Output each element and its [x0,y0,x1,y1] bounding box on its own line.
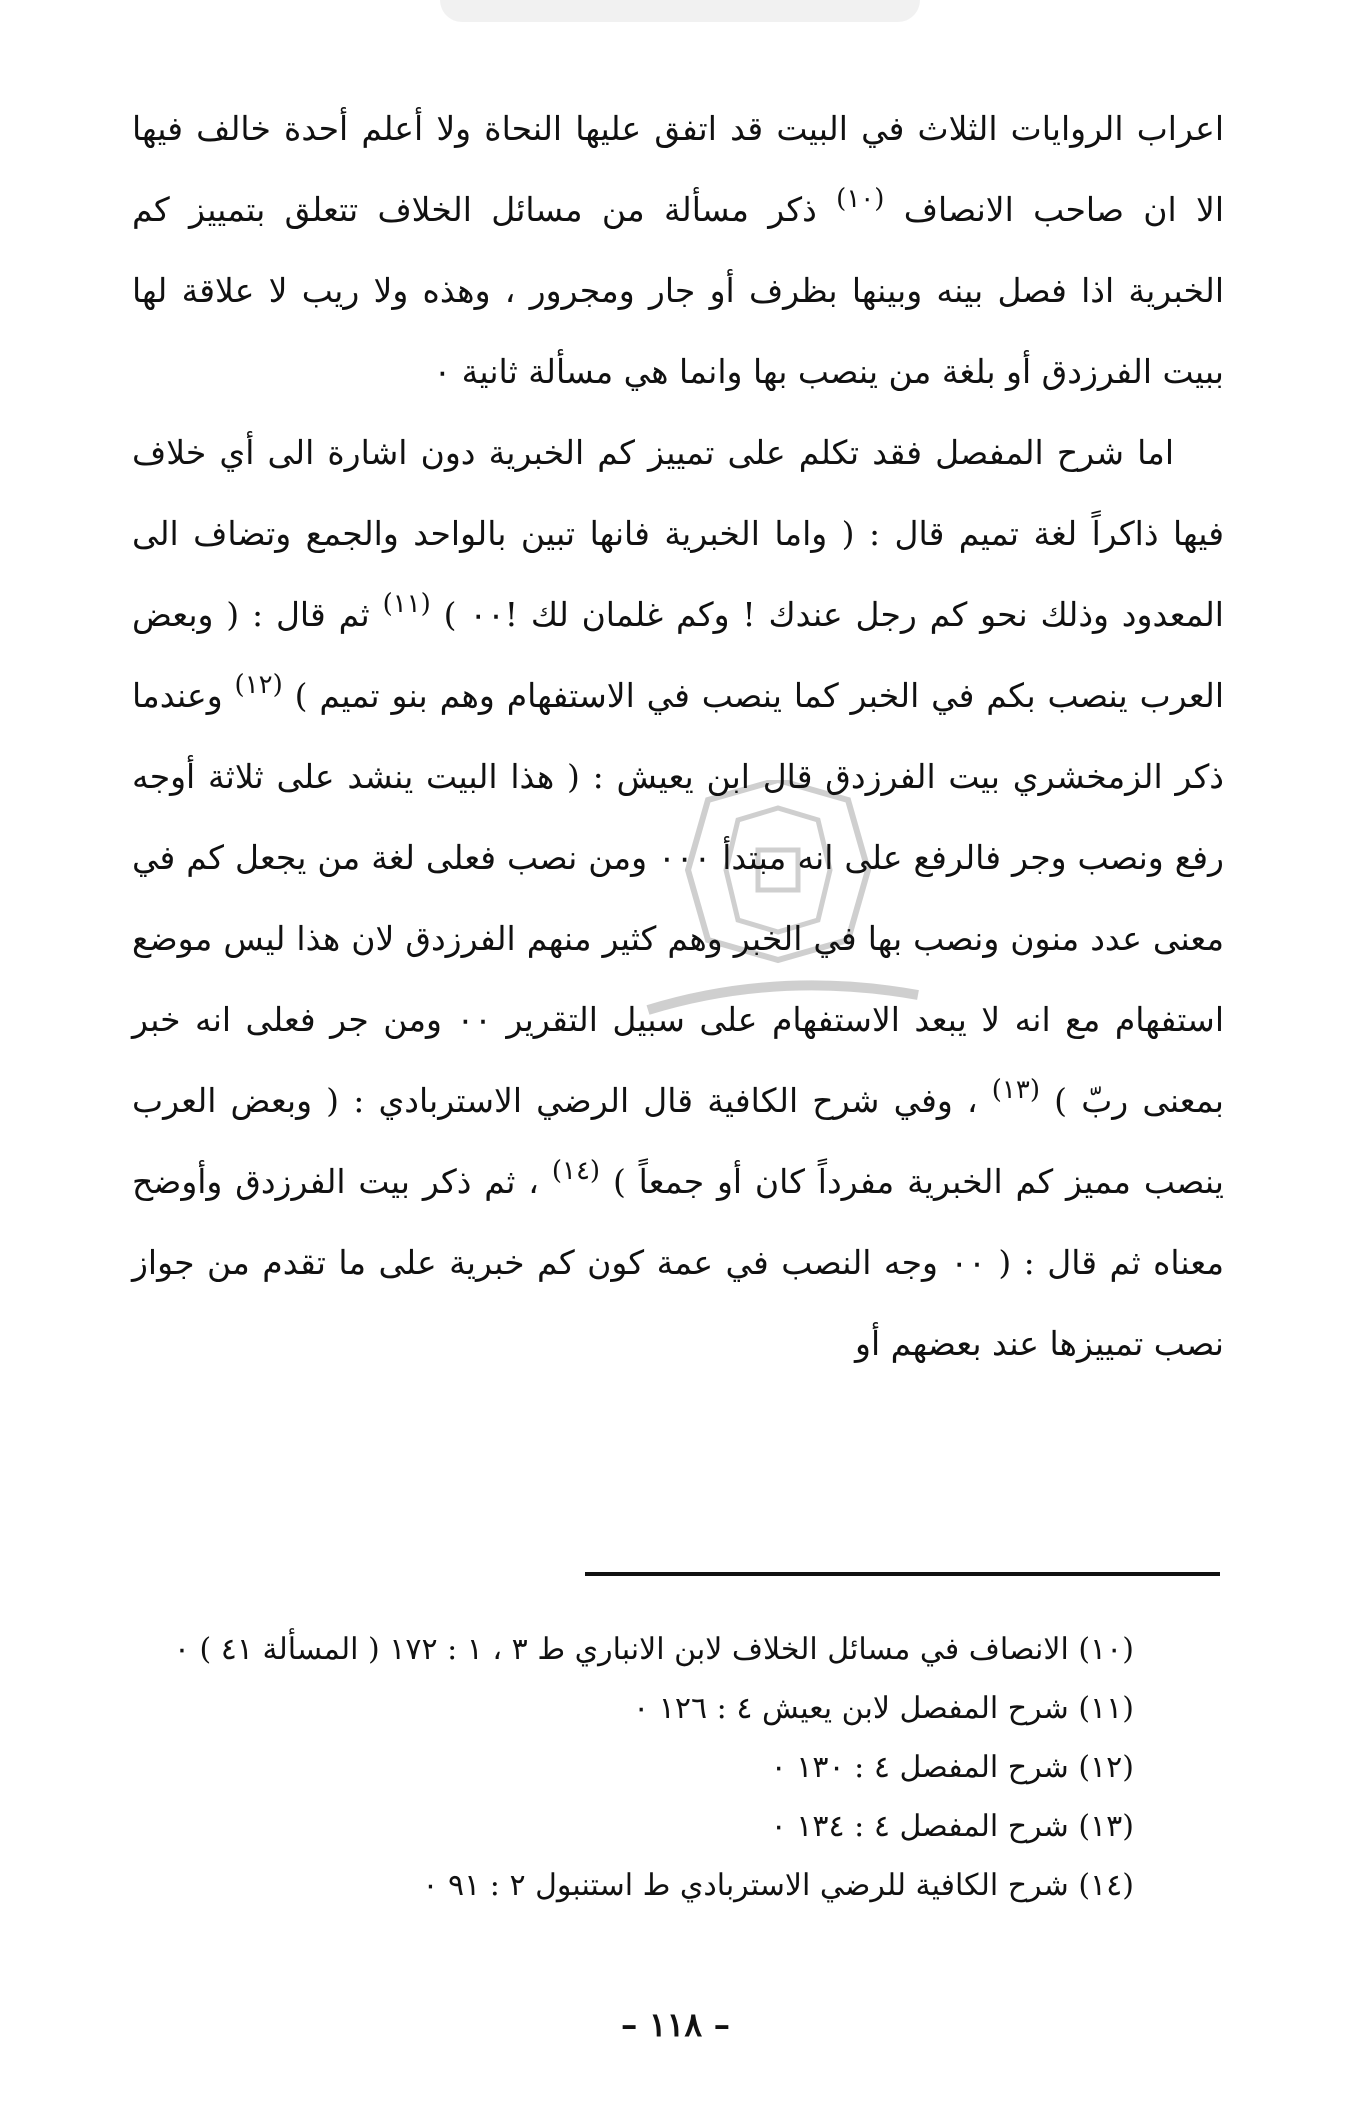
footnote-ref-12: (١٢) [234,670,283,700]
paragraph-1: اعراب الروايات الثلاث في البيت قد اتفق عليها النحاة ولا أعلم أحدة خالف فيها الا ان صاحب الانصاف $^{(١٠)}$ ذكر مسألة من مسائل الخلاف تتعلق بتمييز كم الخبرية اذا فصل بينه وبينها بظرف أو جار ومجرور ، وهذه ولا ريب لا علاقة لها ببيت الفرزدق أو بلغة من ينصب بها وانما هي مسألة ثانية ٠ [132,109,1225,391]
scan-edge-tab [440,0,920,22]
footnote-10: (١٠) الانصاف في مسائل الخلاف لابن الانباري ط ٣ ، ١ : ١٧٢ ( المسألة ٤١ ) ٠ [173,1632,1134,1667]
footnote-ref-14: (١٤) [551,1156,601,1186]
footnote-ref-13: (١٣) [991,1075,1041,1105]
footnote-14: (١٤) شرح الكافية للرضي الاستربادي ط استنبول ٢ : ٩١ ٠ [422,1868,1134,1903]
footnote-ref-10: (١٠) [836,184,885,214]
page-number: – ١١٨ – [620,2005,731,2044]
paragraph-2: اما شرح المفصل فقد تكلم على تمييز كم الخبرية دون اشارة الى أي خلاف فيها ذاكراً لغة تميم قال : ( واما الخبرية فانها تبين بالواحد والجمع وتضاف الى المعدود وذلك نحو كم رجل عندك ! وكم غلمان لك !٠٠ ) $^{(١١)}$ ثم قال : ( وبعض العرب ينصب بكم في الخبر كما ينصب في الاستفهام وهم بنو تميم ) $^{(١٢)}$ وعندما ذكر الزمخشري بيت الفرزدق قال ابن يعيش : ( هذا البيت ينشد على ثلاثة أوجه رفع ونصب وجر فالرفع على انه مبتدأ ٠٠٠ ومن نصب فعلى لغة من يجعل كم في معنى عدد منون ونصب بها في الخبر وهم كثير منهم الفرزدق لان هذا ليس موضع استفهام مع انه لا يبعد الاستفهام على سبيل التقرير ٠٠ ومن جر فعلى انه خبر بمعنى ربّ ) $^{(١٣)}$ ، وفي شرح الكافية قال الرضي الاستربادي : ( وبعض العرب ينصب مميز كم الخبرية مفرداً كان أو جمعاً ) $^{(١٤)}$ ، ثم ذكر بيت الفرزدق وأوضح معناه ثم قال : ( ٠٠ وجه النصب في عمة كون كم خبرية على ما تقدم من جواز نصب تمييزها عند بعضهم أو [132,433,1224,1363]
footnote-11: (١١) شرح المفصل لابن يعيش ٤ : ١٢٦ ٠ [633,1691,1134,1726]
footnote-12: (١٢) شرح المفصل ٤ : ١٣٠ ٠ [770,1750,1134,1785]
footnote-ref-11: (١١) [382,589,431,619]
footnotes [132,1620,1224,1915]
main-text [132,88,1224,1384]
footnote-divider [585,1572,1220,1576]
footnote-13: (١٣) شرح المفصل ٤ : ١٣٤ ٠ [770,1809,1134,1844]
